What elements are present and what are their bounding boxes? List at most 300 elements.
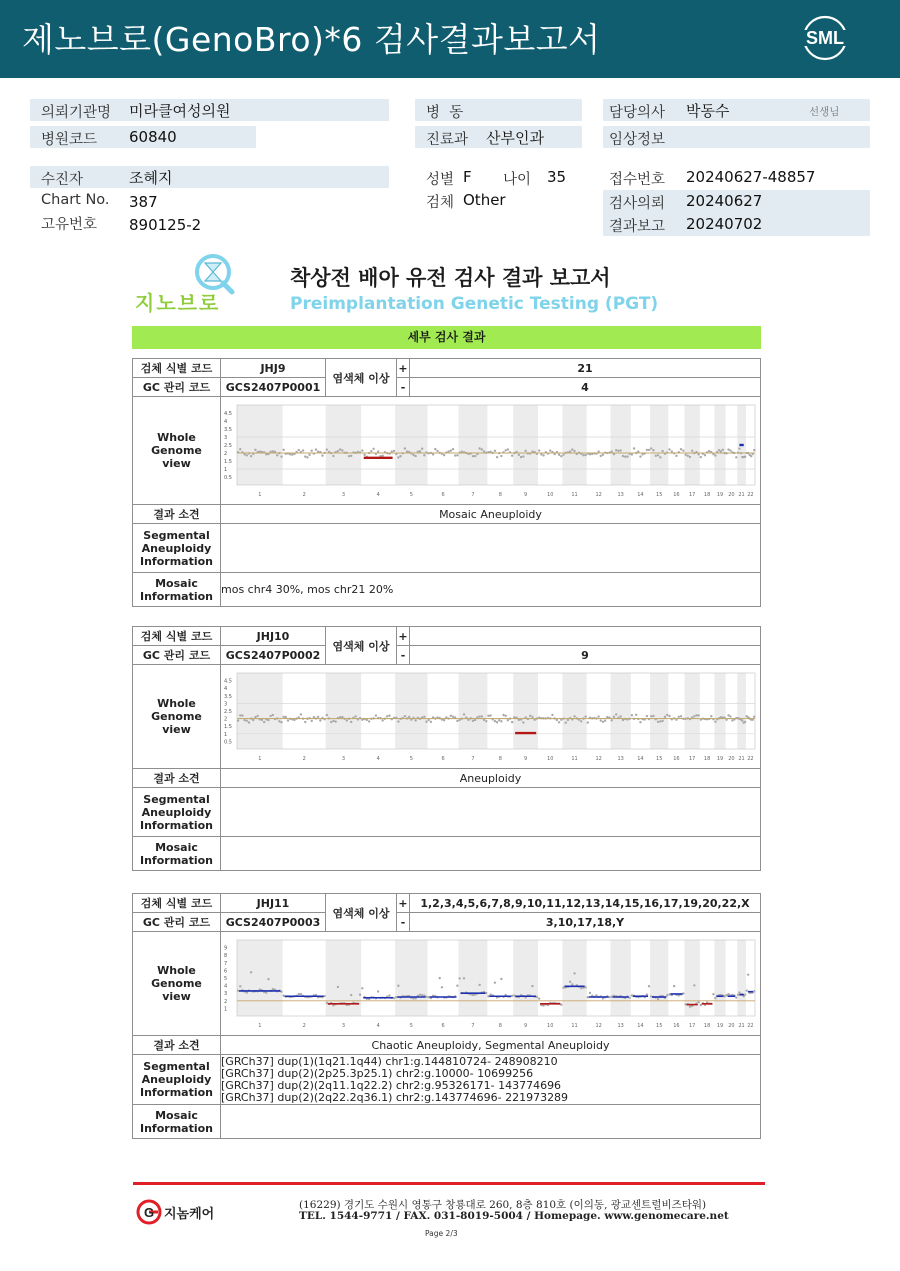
copy-number-point (388, 994, 390, 996)
copy-number-point (243, 719, 245, 721)
copy-number-point (456, 720, 458, 722)
copy-number-point (350, 721, 352, 723)
copy-number-point (381, 719, 383, 721)
copy-number-point (500, 455, 502, 457)
copy-number-point (727, 993, 729, 995)
y-tick-label: 4.5 (224, 411, 232, 417)
segmental-value (221, 1055, 761, 1105)
x-tick-label: 4 (376, 1023, 380, 1029)
copy-number-point (617, 450, 619, 452)
copy-number-point (239, 985, 241, 987)
copy-number-point (300, 713, 302, 715)
y-tick-label: 7 (224, 960, 228, 967)
footer-divider (133, 1182, 765, 1185)
copy-number-point (747, 973, 749, 975)
genomecare-logo-icon (136, 1199, 162, 1225)
sex-label: 성별 (426, 172, 455, 188)
copy-number-point (241, 714, 243, 716)
segmental-line: [GRCh37] dup(1)(1q21.1q44) chr1:g.144810724- 248908210 (221, 1055, 558, 1068)
copy-number-point (280, 991, 282, 993)
chromosome-band (685, 405, 700, 485)
copy-number-point (377, 990, 379, 992)
chromosome-band (513, 405, 538, 485)
copy-number-point (540, 453, 542, 455)
copy-number-point (600, 719, 602, 721)
copy-number-point (684, 454, 686, 456)
copy-number-point (436, 450, 438, 452)
x-tick-label: 8 (498, 756, 502, 762)
gain-chromosomes (410, 627, 761, 646)
sample-table-1 (132, 358, 761, 607)
copy-number-point (456, 454, 458, 456)
whole-genome-label: Whole Genome view (133, 397, 221, 505)
copy-number-point (551, 714, 553, 716)
plot-frame (237, 405, 755, 485)
copy-number-point (697, 1001, 699, 1003)
gc-code-value: GCS2407P0001 (221, 378, 326, 397)
id-value: 890125-2 (129, 216, 202, 234)
copy-number-point (680, 715, 682, 717)
copy-number-point (287, 719, 289, 721)
chromosome-band (611, 673, 631, 749)
clinical-label: 임상정보 (609, 132, 666, 148)
logo-text: SML (806, 28, 844, 48)
copy-number-point (304, 721, 306, 723)
minus-sign: - (397, 913, 410, 932)
segmental-line: [GRCh37] dup(2)(2q22.2q36.1) chr2:g.143774696- 221973289 (221, 1091, 569, 1104)
chromosome-band (513, 673, 538, 749)
page-number: Page 2/3 (425, 1229, 458, 1238)
copy-number-point (637, 450, 639, 452)
copy-number-point (573, 972, 575, 974)
chromosome-band (562, 405, 586, 485)
x-tick-label: 3 (341, 756, 346, 762)
y-tick-label: 8 (224, 953, 228, 960)
plot-frame (237, 940, 755, 1016)
copy-number-point (626, 455, 628, 457)
copy-number-point (496, 456, 498, 458)
specimen-value: Other (463, 191, 506, 209)
whole-genome-plot-1 (221, 397, 761, 505)
x-tick-label: 17 (688, 756, 696, 762)
copy-number-point (397, 456, 399, 458)
copy-number-point (276, 454, 278, 456)
x-tick-label: 20 (728, 1023, 735, 1029)
plot-frame (237, 673, 755, 749)
copy-number-point (604, 719, 606, 721)
copy-number-point (472, 994, 474, 996)
chromosome-band (685, 673, 700, 749)
copy-number-point (485, 720, 487, 722)
loss-chromosomes: 9 (410, 646, 761, 665)
report-date-value: 20240702 (686, 215, 763, 233)
copy-number-point (668, 993, 670, 995)
x-tick-label: 1 (258, 756, 262, 762)
sample-table-3 (132, 893, 761, 1139)
x-tick-label: 7 (471, 1023, 475, 1029)
x-tick-label: 11 (571, 756, 578, 762)
copy-number-point (487, 995, 489, 997)
segmental-value (221, 788, 761, 837)
y-tick-label: 4 (224, 686, 228, 693)
copy-number-point (684, 1003, 686, 1005)
copy-number-point (538, 997, 540, 999)
x-tick-label: 3 (341, 492, 346, 498)
copy-number-point (337, 986, 339, 988)
chromosome-band (237, 940, 283, 1016)
copy-number-point (256, 715, 258, 717)
chromosome-band (562, 673, 586, 749)
copy-number-point (753, 716, 755, 718)
copy-number-point (610, 719, 612, 721)
copy-number-point (560, 455, 562, 457)
copy-number-point (452, 448, 454, 450)
copy-number-point (265, 992, 267, 994)
copy-number-point (573, 715, 575, 717)
copy-number-point (252, 719, 254, 721)
x-tick-label: 12 (595, 756, 602, 762)
copy-number-point (443, 454, 445, 456)
report-date-label: 결과보고 (609, 219, 666, 235)
copy-number-point (584, 715, 586, 717)
copy-number-point (729, 449, 731, 451)
footer-company: 지놈케어 (164, 1207, 215, 1222)
copy-number-point (633, 447, 635, 449)
copy-number-point (306, 456, 308, 458)
copy-number-point (635, 714, 637, 716)
copy-number-point (447, 450, 449, 452)
copy-number-point (659, 720, 661, 722)
x-tick-label: 4 (376, 492, 380, 498)
x-tick-label: 3 (341, 1023, 346, 1029)
copy-number-point (474, 719, 476, 721)
y-tick-label: 4.5 (224, 678, 232, 685)
copy-number-point (631, 453, 633, 455)
copy-number-point (272, 988, 274, 990)
copy-number-point (450, 450, 452, 452)
copy-number-point (695, 714, 697, 716)
copy-number-point (560, 1004, 562, 1006)
x-tick-label: 10 (547, 492, 554, 498)
x-tick-label: 2 (302, 756, 306, 762)
y-tick-label: 5 (224, 976, 228, 982)
specimen-label: 검체 (426, 195, 455, 211)
x-tick-label: 9 (524, 1023, 528, 1029)
segmental-label: Segmental Aneuploidy Information (133, 524, 221, 573)
copy-number-point (639, 721, 641, 723)
copy-number-point (511, 454, 513, 456)
gc-code-value: GCS2407P0002 (221, 646, 326, 665)
doctor-label: 담당의사 (609, 105, 666, 121)
age-label: 나이 (503, 172, 532, 188)
copy-number-point (738, 447, 740, 449)
x-tick-label: 17 (688, 492, 696, 498)
copy-number-point (427, 996, 429, 998)
y-tick-label: 2 (224, 716, 228, 723)
copy-number-point (361, 449, 363, 451)
copy-number-point (494, 981, 496, 983)
sample-table-2 (132, 626, 761, 871)
copy-number-point (650, 995, 652, 997)
x-tick-label: 18 (703, 492, 711, 498)
copy-number-point (661, 720, 663, 722)
chromosome-band (611, 405, 631, 485)
copy-number-point (321, 454, 323, 456)
copy-number-point (675, 455, 677, 457)
copy-number-point (397, 720, 399, 722)
copy-number-point (646, 993, 648, 995)
specimen-code-value: JHJ10 (221, 627, 326, 646)
copy-number-point (562, 986, 564, 988)
x-tick-label: 5 (409, 756, 413, 762)
chart-value: 387 (129, 193, 158, 211)
copy-number-point (408, 716, 410, 718)
x-tick-label: 16 (673, 492, 680, 498)
x-tick-label: 14 (637, 1023, 644, 1029)
x-tick-label: 22 (747, 1023, 754, 1029)
copy-number-point (735, 996, 737, 998)
chromosome-band (237, 405, 283, 485)
doctor-suffix: 선생님 (809, 106, 840, 118)
copy-number-point (248, 721, 250, 723)
copy-number-point (463, 977, 465, 979)
y-tick-label: 3 (224, 991, 228, 998)
copy-number-point (587, 996, 589, 998)
x-tick-label: 2 (302, 1023, 306, 1029)
copy-number-point (348, 455, 350, 457)
copy-number-point (366, 719, 368, 721)
copy-number-point (556, 719, 558, 721)
copy-number-point (304, 455, 306, 457)
copy-number-point (285, 716, 287, 718)
y-tick-label: 1.5 (224, 459, 232, 465)
whole-genome-label: Whole Genome view (133, 932, 221, 1036)
receipt-label: 접수번호 (609, 172, 666, 188)
copy-number-point (461, 450, 463, 452)
copy-number-point (678, 716, 680, 718)
copy-number-point (458, 719, 460, 721)
copy-number-point (439, 977, 441, 979)
copy-number-point (341, 449, 343, 451)
finding-label: 결과 소견 (133, 505, 221, 524)
specimen-code-label: 검체 식별 코드 (133, 627, 221, 646)
copy-number-point (714, 721, 716, 723)
copy-number-point (250, 455, 252, 457)
copy-number-point (237, 719, 239, 721)
x-tick-label: 1 (258, 492, 262, 498)
copy-number-point (682, 450, 684, 452)
y-tick-label: 1 (224, 1006, 228, 1013)
copy-number-point (393, 997, 395, 999)
minus-sign: - (397, 378, 410, 397)
copy-number-point (687, 455, 689, 457)
copy-number-point (582, 454, 584, 456)
copy-number-point (624, 456, 626, 458)
copy-number-point (569, 981, 571, 983)
chromosome-band (714, 405, 725, 485)
copy-number-point (708, 450, 710, 452)
copy-number-point (666, 994, 668, 996)
y-tick-label: 6 (224, 968, 228, 975)
specimen-code-value: JHJ9 (221, 359, 326, 378)
copy-number-point (652, 449, 654, 451)
whole-genome-plot-3 (221, 932, 761, 1036)
y-tick-label: 2.5 (224, 709, 232, 715)
copy-number-point (531, 450, 533, 452)
copy-number-point (291, 453, 293, 455)
copy-number-point (359, 994, 361, 996)
chromosome-band (458, 940, 487, 1016)
copy-number-point (646, 449, 648, 451)
copy-number-point (631, 714, 633, 716)
institution-value: 미라클여성의원 (129, 102, 231, 120)
chromosome-band (458, 405, 487, 485)
copy-number-point (610, 450, 612, 452)
copy-number-point (558, 721, 560, 723)
copy-number-point (615, 449, 617, 451)
copy-number-point (432, 453, 434, 455)
y-tick-label: 3.5 (224, 427, 232, 433)
copy-number-point (750, 455, 752, 457)
hospital-code-label: 병원코드 (41, 132, 98, 148)
y-tick-label: 3 (224, 701, 228, 708)
loss-chromosomes: 3,10,17,18,Y (410, 913, 761, 932)
copy-number-point (334, 720, 336, 722)
abnormality-label: 염색체 이상 (326, 627, 397, 665)
copy-number-point (646, 715, 648, 717)
copy-number-point (370, 450, 372, 452)
copy-number-point (310, 720, 312, 722)
copy-number-point (648, 449, 650, 451)
report-header-title: 제노브로(GenoBro)*6 검사결과보고서 (22, 20, 601, 59)
copy-number-point (478, 715, 480, 717)
copy-number-point (326, 1002, 328, 1004)
copy-number-point (404, 715, 406, 717)
copy-number-point (393, 450, 395, 452)
copy-number-point (421, 448, 423, 450)
y-tick-label: 0.5 (224, 475, 232, 481)
request-label: 검사의뢰 (609, 196, 666, 212)
copy-number-point (399, 455, 401, 457)
copy-number-point (308, 454, 310, 456)
x-tick-label: 14 (637, 492, 644, 498)
x-tick-label: 12 (595, 492, 602, 498)
copy-number-point (425, 721, 427, 723)
copy-number-point (485, 992, 487, 994)
copy-number-point (326, 714, 328, 716)
x-tick-label: 18 (703, 1023, 711, 1029)
copy-number-point (350, 994, 352, 996)
copy-number-point (712, 993, 714, 995)
mosaic-label: Mosaic Information (133, 837, 221, 871)
x-tick-label: 7 (471, 492, 475, 498)
copy-number-point (397, 985, 399, 987)
x-tick-label: 11 (571, 1023, 578, 1029)
copy-number-point (714, 997, 716, 999)
segmental-label: Segmental Aneuploidy Information (133, 788, 221, 837)
x-tick-label: 10 (547, 756, 554, 762)
genobro-brand: 지노브로 (135, 291, 221, 315)
copy-number-point (697, 714, 699, 716)
copy-number-point (326, 448, 328, 450)
copy-number-point (254, 449, 256, 451)
copy-number-point (668, 715, 670, 717)
copy-number-point (720, 450, 722, 452)
copy-number-point (423, 454, 425, 456)
copy-number-point (619, 715, 621, 717)
copy-number-point (538, 449, 540, 451)
copy-number-point (478, 984, 480, 986)
copy-number-point (597, 450, 599, 452)
copy-number-point (404, 447, 406, 449)
copy-number-point (650, 447, 652, 449)
mosaic-value (221, 1105, 761, 1139)
copy-number-point (315, 448, 317, 450)
copy-number-point (487, 715, 489, 717)
x-tick-label: 2 (302, 492, 306, 498)
copy-number-point (549, 449, 551, 451)
copy-number-point (350, 455, 352, 457)
x-tick-label: 5 (409, 1023, 413, 1029)
copy-number-point (722, 449, 724, 451)
copy-number-point (666, 714, 668, 716)
y-tick-label: 4 (224, 983, 228, 990)
sml-logo (796, 14, 854, 64)
x-tick-label: 18 (703, 756, 711, 762)
copy-number-point (600, 455, 602, 457)
copy-number-point (587, 721, 589, 723)
copy-number-point (259, 450, 261, 452)
copy-number-point (657, 998, 659, 1000)
copy-number-point (363, 454, 365, 456)
copy-number-point (524, 450, 526, 452)
copy-number-point (337, 450, 339, 452)
x-tick-label: 9 (524, 756, 528, 762)
x-tick-label: 10 (547, 1023, 554, 1029)
y-tick-label: 2.5 (224, 443, 232, 449)
copy-number-point (354, 715, 356, 717)
copy-number-point (522, 721, 524, 723)
copy-number-point (610, 995, 612, 997)
finding-label: 결과 소견 (133, 769, 221, 788)
copy-number-point (332, 455, 334, 457)
patient-value: 조혜지 (129, 169, 173, 187)
chromosome-band (326, 673, 361, 749)
whole-genome-label: Whole Genome view (133, 665, 221, 769)
chromosome-band (395, 940, 427, 1016)
copy-number-point (689, 456, 691, 458)
copy-number-point (381, 455, 383, 457)
segmental-label: Segmental Aneuploidy Information (133, 1055, 221, 1105)
copy-number-point (319, 719, 321, 721)
chromosome-band (326, 405, 361, 485)
copy-number-point (282, 716, 284, 718)
copy-number-point (368, 720, 370, 722)
copy-number-point (494, 720, 496, 722)
copy-number-point (513, 994, 515, 996)
finding-value: Mosaic Aneuploidy (221, 505, 761, 524)
copy-number-point (673, 985, 675, 987)
copy-number-point (608, 996, 610, 998)
dept-label: 진료과 (426, 132, 469, 148)
copy-number-point (267, 978, 269, 980)
copy-number-point (542, 1004, 544, 1006)
doctor-value: 박동수 (686, 102, 730, 120)
whole-genome-plot-2 (221, 665, 761, 769)
copy-number-point (263, 721, 265, 723)
dept-value: 산부인과 (486, 129, 544, 147)
y-tick-label: 1 (224, 467, 228, 473)
